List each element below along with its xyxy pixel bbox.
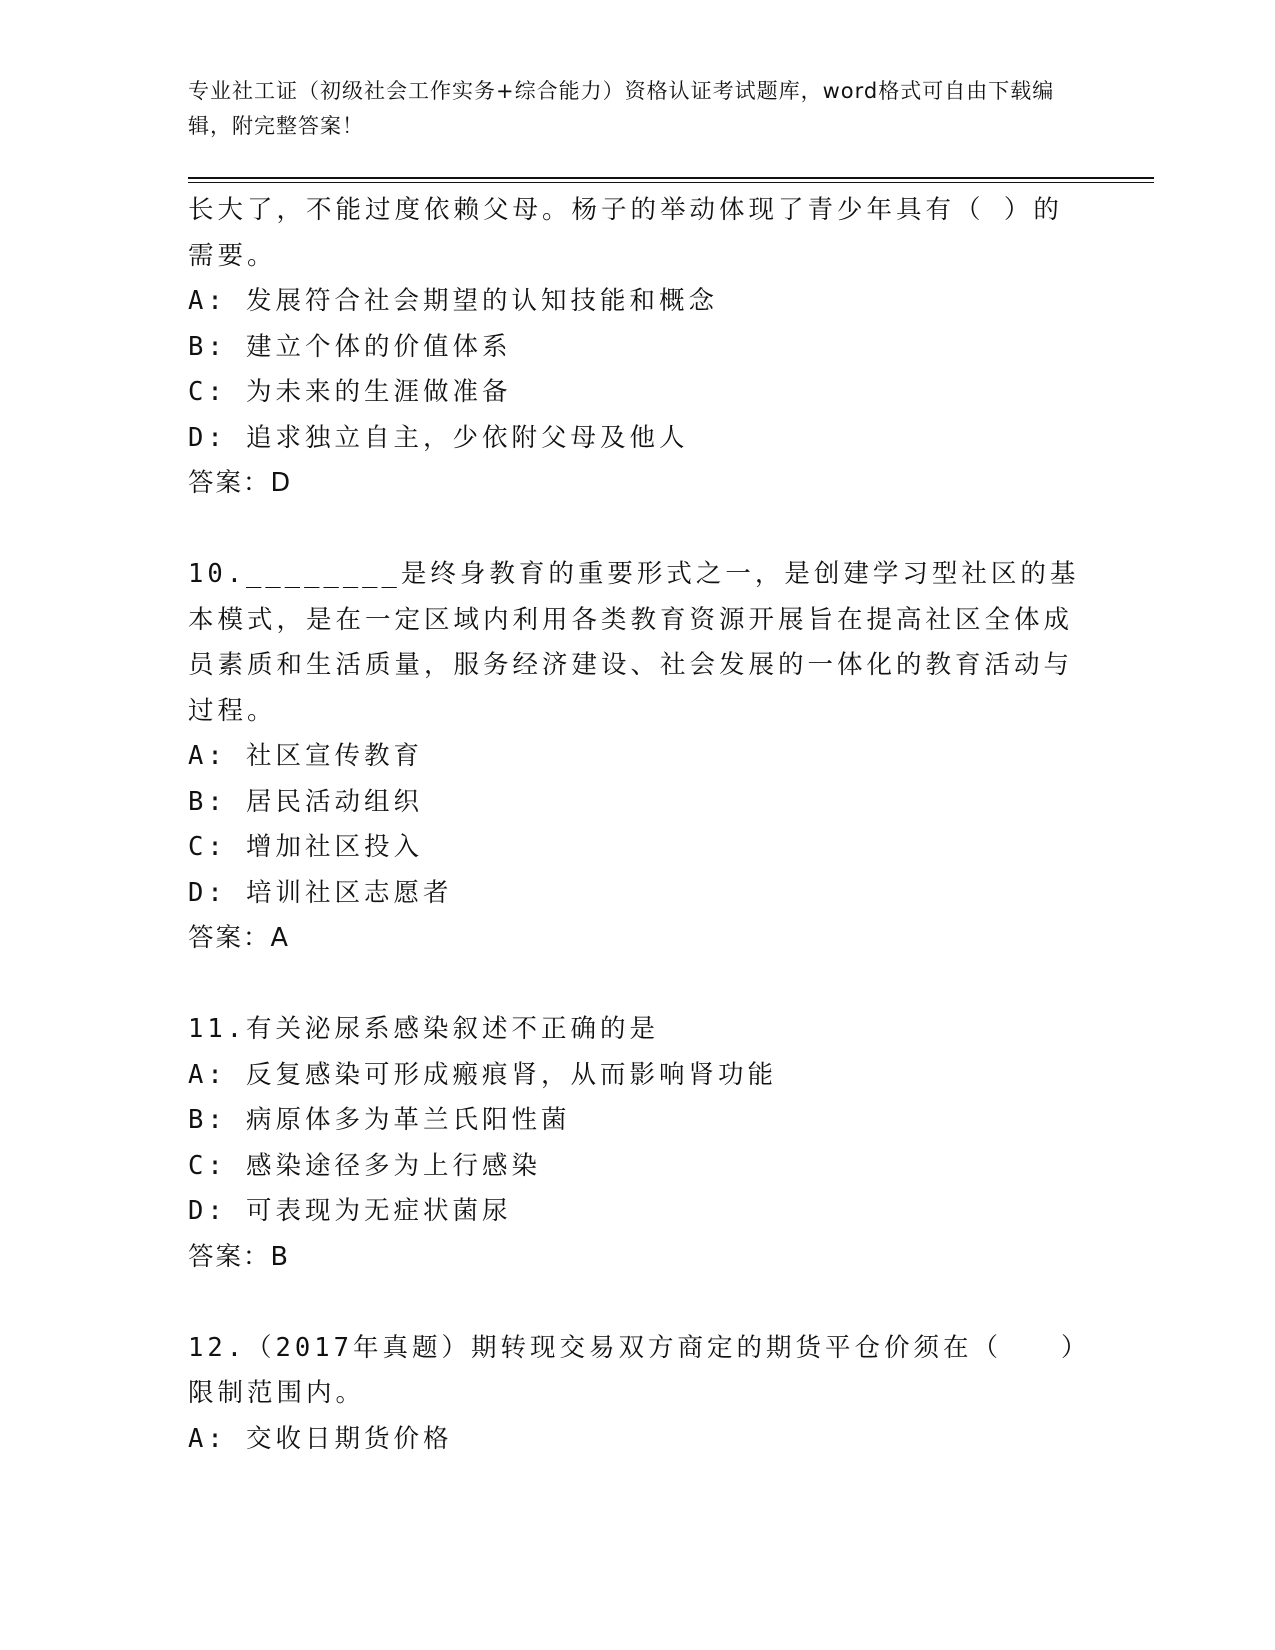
answer-line: 答案：B	[188, 1241, 290, 1272]
spacer	[188, 1280, 1088, 1326]
option-a: A: 发展符合社会期望的认知技能和概念	[188, 286, 719, 316]
option-a: A: 反复感染可形成瘢痕肾，从而影响肾功能	[188, 1059, 778, 1090]
option-d: D: 可表现为无症状菌尿	[188, 1196, 512, 1226]
spacer	[188, 962, 1088, 1008]
question-block	[188, 552, 1088, 962]
option-d: D: 培训社区志愿者	[188, 877, 453, 908]
header-title: 专业社工证（初级社会工作实务+综合能力）资格认证考试题库，word格式可自由下载编辑，附完整答案！	[188, 79, 1055, 138]
question-block	[188, 1326, 1088, 1463]
question-stem: 12.（2017年真题）期转现交易双方商定的期货平仓价须在（ ）限制范围内。	[188, 1332, 1078, 1408]
option-c: C: 为未来的生涯做准备	[188, 377, 512, 407]
answer-line: 答案：D	[188, 468, 293, 498]
option-c: C: 感染途径多为上行感染	[188, 1150, 542, 1181]
option-b: B: 居民活动组织	[188, 786, 424, 817]
option-b: B: 建立个体的价值体系	[188, 331, 512, 362]
question-list	[188, 188, 1088, 1462]
question-block	[188, 1007, 1088, 1280]
header-divider-thick	[188, 177, 1154, 179]
question-stem: 长大了，不能过度依赖父母。杨子的举动体现了青少年具有（ ）的需要。	[188, 195, 1063, 271]
option-a: A: 交收日期货价格	[188, 1423, 453, 1454]
header-divider-thin	[188, 182, 1154, 183]
option-c: C: 增加社区投入	[188, 832, 424, 862]
question-block	[188, 188, 1088, 507]
option-b: B: 病原体多为革兰氏阳性菌	[188, 1105, 571, 1135]
option-a: A: 社区宣传教育	[188, 741, 424, 771]
option-d: D: 追求独立自主，少依附父母及他人	[188, 422, 689, 453]
spacer	[188, 507, 1088, 553]
document-header	[188, 74, 1088, 144]
answer-line: 答案：A	[188, 923, 290, 953]
question-stem: 10.________是终身教育的重要形式之一，是创建学习型社区的基本模式，是在一定区域内利用各类教育资源开展旨在提高社区全体成员素质和生活质量，服务经济建设、社会发展的一体化的教育活动与过程。	[188, 559, 1080, 726]
question-stem: 11.有关泌尿系感染叙述不正确的是	[188, 1014, 660, 1044]
